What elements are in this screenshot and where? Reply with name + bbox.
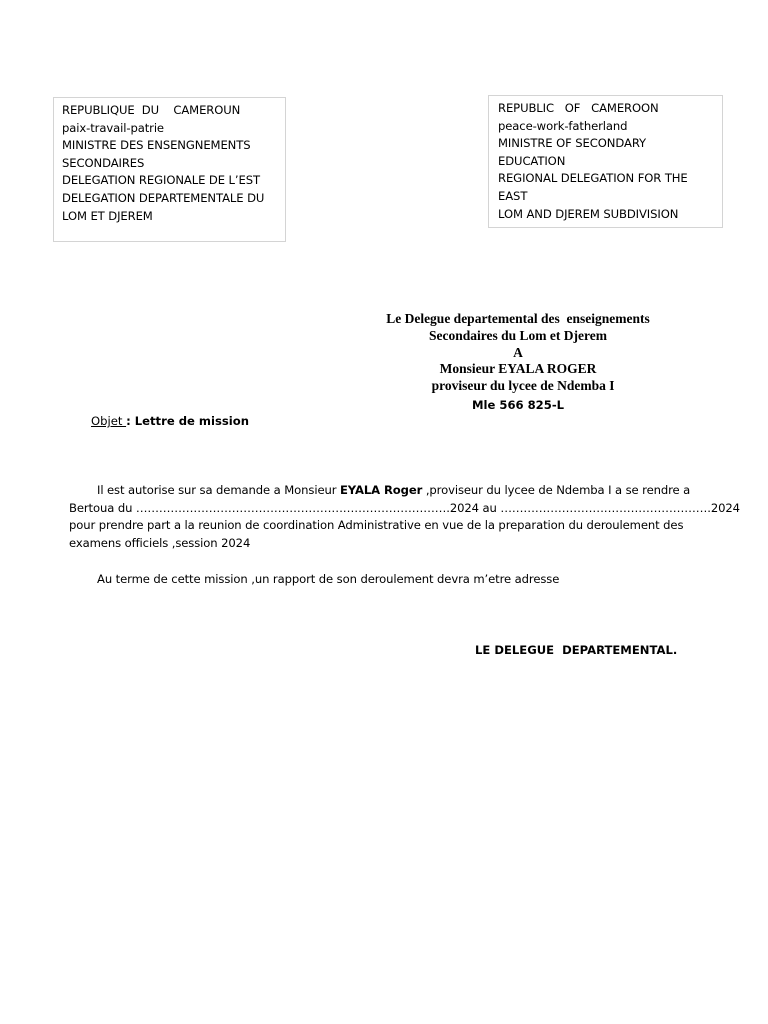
report-text: Au terme de cette mission ,un rapport de son deroulement devra m’etre adresse [97,572,560,586]
recipient-block [370,311,666,414]
paragraph-line-1 [69,482,699,500]
subject-value: Lettre de mission [134,414,249,428]
header-right-box [488,95,723,228]
header-right-ministry: MINISTRE OF SECONDARY [498,136,647,151]
addressee-matricule: Mle 566 825-L [471,397,565,412]
header-right-ministry-cont: EDUCATION [498,153,566,168]
header-left-regional-delegation: DELEGATION REGIONALE DE L’EST [62,173,260,188]
header-left-motto: paix-travail-patrie [62,120,164,135]
paragraph-name: EYALA Roger [339,483,423,497]
header-left-division: LOM ET DJEREM [62,208,153,223]
body-paragraph-authorization [69,482,740,552]
sender-line-cont: Secondaires du Lom et Djerem [429,327,607,343]
paragraph-text-after-name: ,proviseur du lycee de Ndemba I a se rendre a [422,483,691,497]
signature-title: LE DELEGUE DEPARTEMENTAL. [475,643,678,657]
paragraph-line-dates: Bertoua du ……………………………………………………………………….2024 au ……………………………………………….2024 [69,500,740,515]
header-right-motto: peace-work-fatherland [498,118,628,133]
paragraph-line-session: examens officiels ,session 2024 [69,535,251,550]
header-left-departmental-delegation: DELEGATION DEPARTEMENTALE DU [62,190,265,205]
subject-line [91,413,249,430]
subject-label: Objet [91,414,127,428]
addressee-name: Monsieur EYALA ROGER [439,361,597,377]
header-left-country: REPUBLIQUE DU CAMEROUN [62,103,241,117]
header-right-regional-delegation: REGIONAL DELEGATION FOR THE [498,171,688,186]
header-left-ministry: MINISTRE DES ENSENGNEMENTS [62,138,251,153]
body-paragraph-report [69,571,699,589]
header-right-country: REPUBLIC OF CAMEROON [498,101,659,115]
addressee-prefix: A [513,344,523,360]
paragraph-line-purpose: pour prendre part a la reunion de coordination Administrative en vue de la preparation du deroulement des [69,518,684,533]
header-right-subdivision: LOM AND DJEREM SUBDIVISION [498,206,679,221]
header-left-box [53,97,286,242]
paragraph-text-before-name: Il est autorise sur sa demande a Monsieur [97,483,340,497]
addressee-title: proviseur du lycee de Ndemba I [421,378,615,394]
subject-separator: : [126,414,135,428]
sender-line: Le Delegue departemental des enseignements [386,311,650,326]
header-right-regional-delegation-cont: EAST [498,188,528,203]
header-left-ministry-cont: SECONDAIRES [62,155,145,170]
